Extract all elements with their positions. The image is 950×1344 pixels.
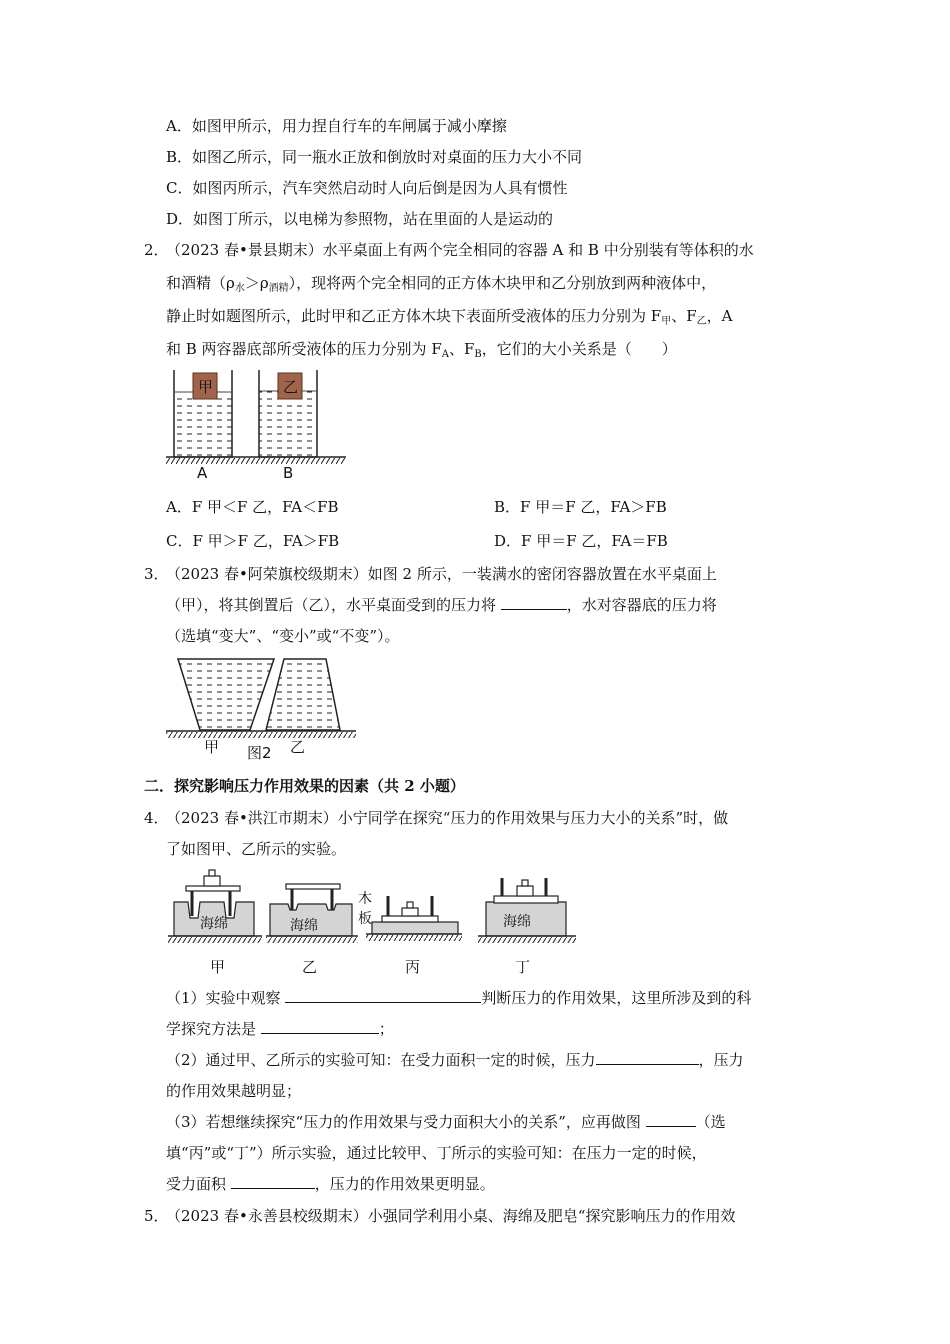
q3-fig-jia: 甲 (204, 738, 220, 756)
board-label-1: 木 (358, 891, 372, 907)
q4-fig-label-ding: 丁 (515, 958, 531, 976)
q2-text: 、F (671, 307, 697, 325)
q5-number: 5． (144, 1207, 169, 1225)
q4-text: 判断压力的作用效果，这里所涉及到的科 (481, 989, 752, 1007)
q3-fig-caption: 图2 (247, 744, 272, 762)
block-jia-label: 甲 (198, 378, 214, 396)
q3-text: （甲），将其倒置后（乙），水平桌面受到的压力将 (166, 596, 497, 614)
q2-sub: A (441, 349, 449, 360)
q4-text: （1）实验中观察 (166, 989, 281, 1007)
q4-blank-3[interactable] (596, 1050, 699, 1065)
q4-part3-line1 (166, 1112, 726, 1132)
q4-part1-line1 (166, 988, 751, 1008)
q2-text: 静止时如题图所示，此时甲和乙正方体木块下表面所受液体的压力分别为 F (166, 307, 662, 325)
q2-text: ＞ρ (244, 274, 269, 292)
q4-number: 4． (144, 809, 169, 827)
q2-stem-line4 (166, 339, 677, 362)
q2-text: ，A (706, 307, 733, 325)
q2-sub: B (474, 349, 482, 360)
container-b-liquid (259, 391, 317, 457)
ground-hatch (166, 732, 356, 738)
q4-blank-2[interactable] (261, 1019, 379, 1034)
q2-sub: 甲 (661, 316, 672, 327)
ground-hatch (166, 458, 346, 464)
q4-text: ，压力的作用效果更明显。 (314, 1175, 495, 1193)
q2-number: 2． (144, 241, 169, 259)
q4-text: （2）通过甲、乙所示的实验可知：在受力面积一定的时候，压力 (166, 1051, 596, 1069)
q2-text: ），现将两个完全相同的正方体木块甲和乙分别放到两种液体中， (288, 274, 717, 292)
q4-blank-4[interactable] (646, 1112, 696, 1127)
q4-stem-line1: （2023 春•洪江市期末）小宁同学在探究“压力的作用效果与压力大小的关系”时，做 (166, 809, 729, 827)
q4-text: 学探究方法是 (166, 1020, 257, 1038)
container-a-water (174, 392, 232, 457)
q3-fig-yi: 乙 (290, 738, 306, 756)
q2-option-c: C．F 甲＞F 乙，FA＞FB (166, 532, 340, 550)
q4-part2-line1 (166, 1050, 744, 1070)
q2-option-d: D．F 甲＝F 乙，FA＝FB (494, 532, 668, 550)
q4-stem-line2: 了如图甲、乙所示的实验。 (166, 840, 347, 858)
q4-fig-label-jia: 甲 (210, 958, 226, 976)
q2-text: 和 B 两容器底部所受液体的压力分别为 F (166, 340, 442, 358)
q3-stem-line1: （2023 春•阿荣旗校级期末）如图 2 所示，一装满水的密闭容器放置在水平桌面上 (166, 565, 717, 583)
q2-option-a: A．F 甲＜F 乙，FA＜FB (166, 498, 339, 516)
q2-text: 和酒精（ρ (166, 274, 235, 292)
container-jia (178, 659, 274, 730)
q1-option-b: B．如图乙所示，同一瓶水正放和倒放时对桌面的压力大小不同 (166, 148, 583, 166)
q2-stem-line2 (166, 273, 716, 296)
q3-stem-line3: （选填“变大”、“变小”或“不变”）。 (166, 627, 400, 645)
experiment-bing (372, 896, 458, 934)
q4-fig-label-bing: 丙 (405, 958, 421, 976)
q4-text: 受力面积 (166, 1175, 227, 1193)
q2-text: ，它们的大小关系是（ ） (481, 340, 677, 358)
q1-option-c: C．如图丙所示，汽车突然启动时人向后倒是因为人具有惯性 (166, 179, 568, 197)
q2-text: 、F (448, 340, 475, 358)
q4-text: （3）若想继续探究“压力的作用效果与受力面积大小的关系”，应再做图 (166, 1113, 641, 1131)
q4-blank-1[interactable] (285, 988, 481, 1003)
sponge-label-ding: 海绵 (503, 914, 531, 930)
q2-figure (166, 368, 348, 484)
q4-text: ； (378, 1020, 394, 1038)
q2-option-b: B．F 甲＝F 乙，FA＞FB (494, 498, 667, 516)
q2-sub: 乙 (696, 316, 707, 327)
q4-part2-line2: 的作用效果越明显； (166, 1082, 302, 1100)
q1-option-d: D．如图丁所示，以电梯为参照物，站在里面的人是运动的 (166, 210, 554, 228)
q1-option-a: A．如图甲所示，用力捏自行车的车闸属于减小摩擦 (166, 117, 507, 135)
sponge-label-yi: 海绵 (290, 918, 318, 934)
q4-part3-line2: 填“丙”或“丁”）所示实验，通过比较甲、丁所示的实验可知：在压力一定的时候， (166, 1144, 707, 1162)
block-yi-label: 乙 (283, 378, 299, 396)
q4-fig-label-yi: 乙 (302, 958, 318, 976)
q3-number: 3． (144, 565, 169, 583)
q3-text: ，水对容器底的压力将 (566, 596, 717, 614)
q4-part1-line2 (166, 1019, 394, 1039)
q2-stem-line1: （2023 春•景县期末）水平桌面上有两个完全相同的容器 A 和 B 中分别装有等体积的水 (166, 241, 754, 259)
q2-stem-line3 (166, 306, 732, 329)
q3-stem-line2 (166, 595, 717, 615)
q3-blank-1[interactable] (501, 595, 567, 610)
container-b-label: B (283, 464, 294, 482)
container-a-label: A (197, 464, 208, 482)
sponge-label-jia: 海绵 (200, 916, 228, 932)
q2-sub: 水 (234, 283, 245, 294)
q4-text: ，压力 (698, 1051, 744, 1069)
q2-sub: 酒精 (268, 283, 289, 294)
section-heading: 二．探究影响压力作用效果的因素（共 2 小题） (144, 777, 465, 795)
container-yi (266, 659, 340, 730)
q4-text: （选 (695, 1113, 726, 1131)
q4-blank-5[interactable] (231, 1174, 315, 1189)
q5-stem-line1: （2023 春•永善县校级期末）小强同学利用小桌、海绵及肥皂“探究影响压力的作用效 (166, 1207, 736, 1225)
board-label-2: 板 (358, 911, 372, 927)
q4-part3-line3 (166, 1174, 495, 1194)
q4-figure (166, 866, 586, 948)
